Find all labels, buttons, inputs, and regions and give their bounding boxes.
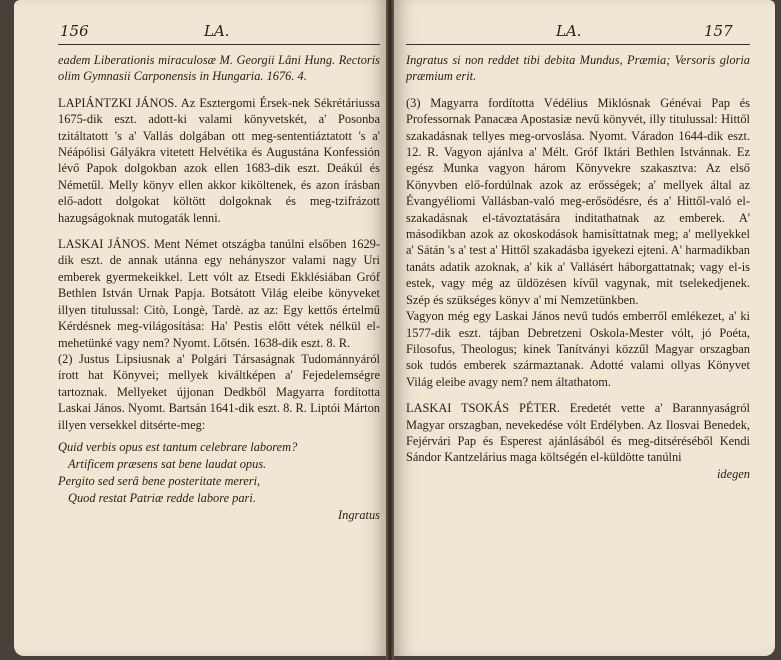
right-running-head: LA. (556, 22, 582, 40)
entry-laskai-debretzen: Vagyon még egy Laskai János nevű tudós emberről emlékezet, a' ki 1577-dik eszt. tájban Debretzeni Oskola-Mester vólt, jó Poéta, Filosofus, Theologus; kinek Tanítványi közzűl Magyar orszagban sok tudós emberek származtanak. Adotté valami ollyas Könyvet Világ eleibe avagy nem? nem áltathatom. (406, 309, 750, 389)
left-running-head: LA. (204, 22, 230, 40)
right-page (394, 0, 775, 656)
entry-vedelius-translation: (3) Magyarra fordította Védélius Miklósnak Génévai Pap és Professornak Panacæa Apostasiæ nevű könyvét, illy titulussal: Hittől szakadásnak tellyes meg-orvoslása. Nyomt. Váradon 1644-dik eszt. 12. R. Vagyon ajánlva a' Mélt. Gróf Iktári Bethlen Istvánnak. Ez egész Munka vagyon három Könyvekre szakasztva: Az első Könyvben elő-fordúlnak azok az erősségek; a' mellyek által az Évangyéliomi Vallásban-való meg-erősödésre, és a' Hittől-való el-szakadásnak el-távoztatására inditathatnak az emberek. A' másodikban azok az okoskodások hamisíttatnak meg; a' mellyekkel a' Sátán 's a' test a' Hittől szakadásba igyekezi ejteni. A' harmadikban tanáts adatik azoknak, a' kik a' Vallásért háborgattatnak; vagy el-is estek, vagy még az üldözésen kívűl vagynak, mit tselekedjenek. Szép és szükséges könyv a' mi Nemzetünkben. (406, 95, 750, 307)
entry-laskai-tsokas: LASKAI TSOKÁS PÉTER. Eredetét vette a' Barannyaságról Magyar orszagban, nevekedése vólt Erdélyben. Az Ilosvai Benedek, Fejérvári Pap és Esperest ajánlásából és meg-ditséréséből Kendi Sándor Kantzelárius maga költségén el-küldötte tanúlni (406, 401, 750, 465)
right-header-rule (406, 44, 750, 45)
right-body (406, 52, 750, 482)
entry-lapiantzki: LAPIÁNTZKI JÁNOS. Az Esztergomi Érsek-nek Sékrétáriussa 1675-dik eszt. adott-ki valami könyvetskét, a' Posonba tzitáltatott 's a' Vallás dolgában ott meg-sententiáztatott 's a' Néápólisi Gályákra vitetett Helvétika és Augustána Konfessión lévő Papok dolgokban azok ellen 1683-dik eszt. Deákúl és Németűl. Melly könyv ellen akkor kiköltenek, és azon írásban elő-adott dolgokat költött dolgoknak és meg-tzifrázott hazugságoknak mutogaták lenni. (58, 95, 380, 225)
entry-laskai-janos: LASKAI JÁNOS. Ment Német otszágba tanúlni elsőben 1629-dik eszt. de annak utánna egy nehányszor valami nagy Uri emberek gyermekeikkel. Lett vólt az Etsedi Ekklésiában Gróf Bethlen István Urnak Papja. Botsátott Világ eleibe könyveket illyen titulussal: Citò, Longè, Tardè. az az: Egy kettős értelmű Kérdésnek meg-világosítása: Ha' Pestis előtt vétek nélkül el-mehetünké vagy nem? Nyomt. Lőtsén. 1638-dik eszt. 8. R. (58, 237, 380, 350)
verse-line: Quid verbis opus est tantum celebrare laborem? (58, 439, 298, 454)
left-header-rule (58, 44, 380, 45)
right-continuation: Ingratus si non reddet tibi debita Mundus, Præmia; Versoris gloria præmium erit. (406, 53, 750, 84)
left-page (14, 0, 386, 656)
left-body (58, 52, 380, 523)
left-continuation: eadem Liberationis miraculosæ M. Georgii Lâni Hung. Rectoris olim Gymnasii Carponensis in Hungaria. 1676. 4. (58, 53, 380, 84)
right-page-number: 157 (704, 22, 733, 40)
left-page-number: 156 (60, 22, 89, 40)
entry-laskai-lipsius: (2) Justus Lipsiusnak a' Polgári Társaságnak Tudománnyáról írott hat Könyvei; mellyek kiváltképen a' Fejedelemségre tartoznak. Mellyeket újjonan Dedkből Magyarra fordította Laskai János. Nyomt. Bartsán 1641-dik eszt. 8. R. Liptói Márton illyen versekkel ditsérte-meg: (58, 351, 380, 432)
book-gutter (386, 0, 394, 660)
right-catchword: idegen (716, 466, 750, 481)
verse-block (58, 439, 380, 507)
verse-line: Quod restat Patriæ redde labore pari. (68, 490, 256, 505)
left-catchword: Ingratus (338, 507, 380, 522)
verse-line: Artificem præsens sat bene laudat opus. (68, 456, 267, 471)
verse-line: Pergito sed serâ bene posteritate mereri, (58, 473, 261, 488)
